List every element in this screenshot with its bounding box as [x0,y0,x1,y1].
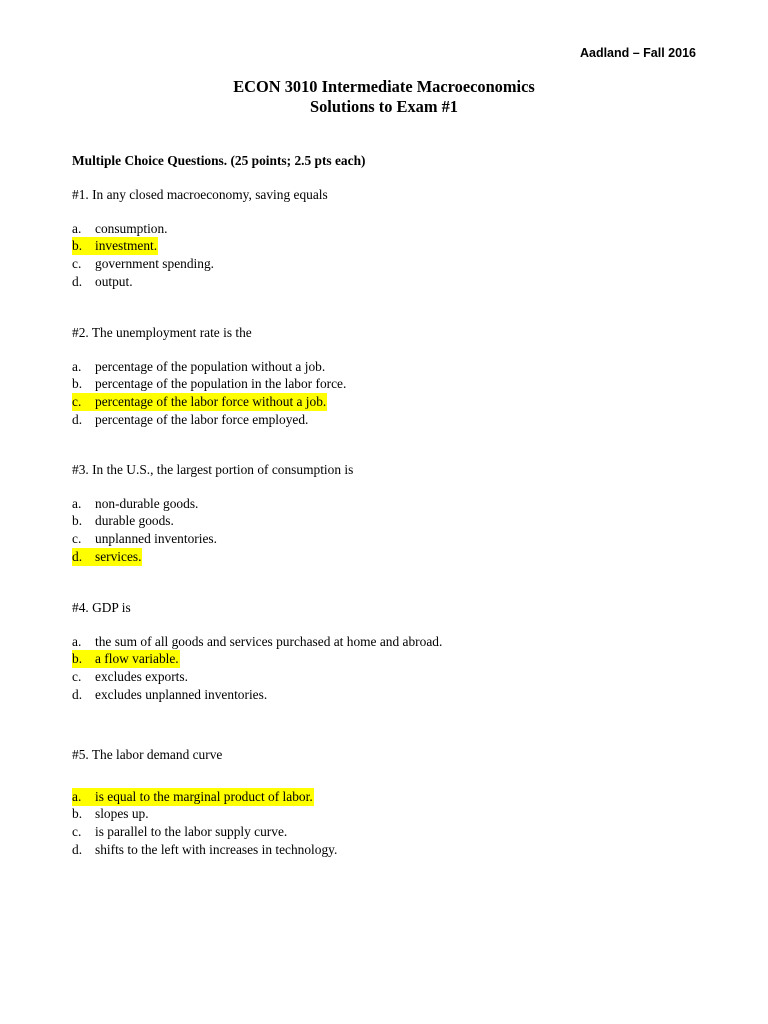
question-stem: #3. In the U.S., the largest portion of consumption is [72,462,354,477]
option-text: a flow variable. [95,651,179,667]
question-3 [72,461,712,566]
option-letter: a. [72,788,82,804]
option-text: percentage of the labor force without a job. [95,394,327,410]
answer-option [72,495,712,513]
option-text: services. [95,549,142,565]
question-stem: #2. The unemployment rate is the [72,325,252,340]
option-text: unplanned inventories. [95,531,217,547]
answer-option [72,788,712,806]
answer-options [72,220,712,292]
answer-option [72,220,712,238]
option-letter: d. [72,687,83,703]
answer-option [72,255,712,273]
answer-option [72,530,712,548]
option-text: the sum of all goods and services purchased at home and abroad. [95,633,443,649]
option-letter: b. [72,376,83,392]
option-text: consumption. [95,220,168,236]
option-text: shifts to the left with increases in technology. [95,842,338,858]
course-title: ECON 3010 Intermediate Macroeconomics [233,77,535,96]
option-text: investment. [95,238,158,254]
option-text: durable goods. [95,513,174,529]
option-text: government spending. [95,256,215,272]
answer-option [72,411,712,429]
option-letter: a. [72,633,82,649]
option-letter: b. [72,651,83,667]
answer-option [72,686,712,704]
answer-option [72,805,712,823]
option-text: is equal to the marginal product of labor. [95,788,313,804]
option-letter: b. [72,513,83,529]
question-5 [72,746,712,859]
author-term-header: Aadland – Fall 2016 [579,46,696,60]
option-letter: c. [72,256,82,272]
option-text: output. [95,274,133,290]
answer-option [72,668,712,686]
question-stem: #4. GDP is [72,600,131,615]
answer-option [72,358,712,376]
answer-option [72,237,712,255]
exam-title: Solutions to Exam #1 [310,97,458,116]
answer-option [72,273,712,291]
option-letter: b. [72,238,83,254]
answer-option [72,650,712,668]
document-title [0,77,768,117]
answer-option [72,393,712,411]
option-letter: d. [72,549,83,565]
option-letter: c. [72,394,82,410]
option-text: non-durable goods. [95,495,199,511]
option-text: excludes unplanned inventories. [95,687,268,703]
question-1 [72,186,712,291]
option-letter: d. [72,412,83,428]
option-letter: a. [72,358,82,374]
option-letter: d. [72,842,83,858]
option-text: slopes up. [95,806,149,822]
answer-options [72,358,712,430]
answer-option [72,841,712,859]
option-text: percentage of the labor force employed. [95,412,309,428]
section-heading: Multiple Choice Questions. (25 points; 2.5 pts each) [72,153,366,168]
option-text: is parallel to the labor supply curve. [95,824,288,840]
answer-options [72,788,712,860]
answer-options [72,633,712,705]
option-letter: d. [72,274,83,290]
question-stem: #1. In any closed macroeconomy, saving equals [72,187,328,202]
option-text: excludes exports. [95,669,188,685]
answer-option [72,823,712,841]
question-stem: #5. The labor demand curve [72,747,223,762]
option-letter: b. [72,806,83,822]
question-4 [72,599,712,704]
answer-option [72,548,712,566]
option-text: percentage of the population without a job. [95,358,326,374]
answer-option [72,633,712,651]
option-letter: c. [72,669,82,685]
answer-option [72,375,712,393]
option-letter: c. [72,824,82,840]
option-text: percentage of the population in the labor force. [95,376,347,392]
option-letter: c. [72,531,82,547]
question-2 [72,324,712,429]
option-letter: a. [72,495,82,511]
option-letter: a. [72,220,82,236]
answer-options [72,495,712,567]
answer-option [72,512,712,530]
